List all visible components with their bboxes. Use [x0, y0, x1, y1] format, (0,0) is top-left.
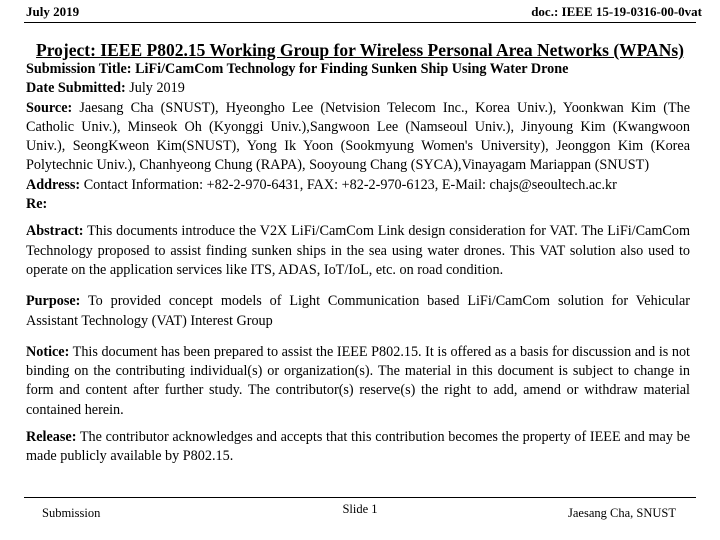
footer-rule — [24, 497, 696, 498]
date-submitted-label: Date Submitted: — [26, 80, 126, 97]
re-label: Re: — [26, 196, 48, 213]
release-label: Release: — [26, 429, 77, 446]
release-value: The contributor acknowledges and accepts that this contribution becomes the property of IEEE and may be made publicly available by P802.15. — [26, 429, 690, 465]
abstract-value: This documents introduce the V2X LiFi/CamCom Link design consideration for VAT. The LiFi/CamCom Technology proposed to assist finding sunken ships in the sea using water drones. This VAT solution also used to operate on the application services like ITS, ADAS, IoT/IoL, etc. on road condition. — [26, 223, 690, 278]
header-rule — [24, 22, 696, 23]
address-label: Address: — [26, 176, 81, 193]
notice-label: Notice: — [26, 343, 70, 360]
submission-title-line — [26, 60, 690, 79]
document-body — [26, 60, 690, 467]
footer-submission: Submission — [42, 506, 101, 520]
address-line — [26, 176, 690, 195]
purpose-label: Purpose: — [26, 293, 81, 310]
purpose-paragraph — [26, 292, 690, 331]
submission-title-label: Submission Title: — [26, 61, 132, 77]
submission-title-value: LiFi/CamCom Technology for Finding Sunken Ship Using Water Drone — [135, 61, 569, 77]
address-value: Contact Information: +82-2-970-6431, FAX: +82-2-970-6123, E-Mail: chajs@seoultech.ac.kr — [83, 176, 617, 193]
notice-value: This document has been prepared to assist the IEEE P802.15. It is offered as a basis for discussion and is not binding on the contributing individual(s) or organization(s). The material in this document is subject to change in form and content after further study. The contributor(s) reserve(s) the right to add, amend or withdraw material contained herein. — [26, 343, 690, 418]
header-date: July 2019 — [26, 4, 80, 19]
purpose-value: To provided concept models of Light Communication based LiFi/CamCom solution for Vehicular Assistant Technology (VAT) Interest Group — [26, 293, 690, 329]
slide-number: Slide 1 — [342, 502, 378, 516]
abstract-paragraph — [26, 222, 690, 280]
notice-paragraph — [26, 343, 690, 420]
date-submitted-value: July 2019 — [129, 80, 185, 97]
footer-author: Jaesang Cha, SNUST — [568, 506, 676, 520]
source-line — [26, 99, 690, 176]
project-title: Project: IEEE P802.15 Working Group for Wireless Personal Area Networks (WPANs) — [36, 40, 684, 60]
release-paragraph — [26, 428, 690, 467]
header-doc-id: doc.: IEEE 15-19-0316-00-0vat — [531, 4, 702, 19]
abstract-label: Abstract: — [26, 223, 84, 240]
source-label: Source: — [26, 99, 73, 116]
source-value: Jaesang Cha (SNUST), Hyeongho Lee (Netvision Telecom Inc., Korea Univ.), Yoonkwan Kim (The Catholic Univ.), Minseok Oh (Kyonggi Univ.),Sangwoon Lee (Namseoul Univ.), Jinyoung Kim (Kwangwoon Univ.), SeongKweon Kim(SNUST), Yong Ik Yoon (Sookmyung Women's University), Jeonggon Kim (Korea Polytechnic Univ.), Chanhyeong Chung (RAPA), Sooyoung Chang (SYCA),Vinayagam Mariappan (SNUST) — [26, 99, 690, 174]
date-submitted-line — [26, 79, 690, 98]
re-line — [26, 195, 690, 214]
